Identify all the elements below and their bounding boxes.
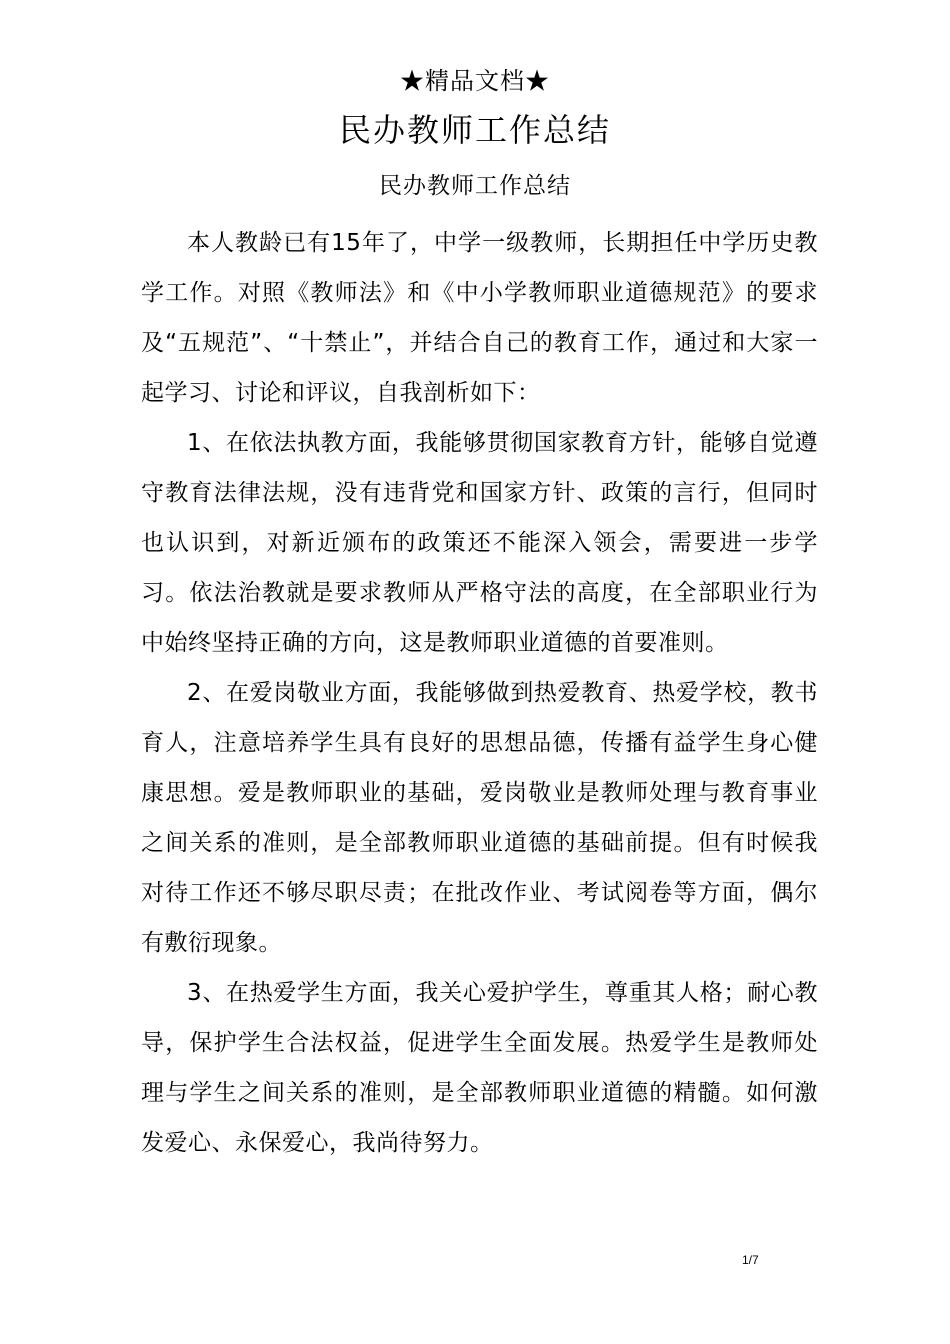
paragraph-2: 2、在爱岗敬业方面，我能够做到热爱教育、热爱学校，教书育人，注意培养学生具有良好的思想品德，传播有益学生身心健康思想。爱是教师职业的基础，爱岗敬业是教师处理与教育事业之间关系的准则，是全部教师职业道德的基础前提。但有时候我对待工作还不够尽职尽责；在批改作业、考试阅卷等方面，偶尔有敷衍现象。 xyxy=(141,680,818,956)
paragraph-1: 1、在依法执教方面，我能够贯彻国家教育方针，能够自觉遵守教育法律法规，没有违背党和国家方针、政策的言行，但同时也认识到，对新近颁布的政策还不能深入领会，需要进一步学习。依法治教就是要求教师从严格守法的高度，在全部职业行为中始终坚持正确的方向，这是教师职业道德的首要准则。 xyxy=(141,430,818,656)
body-text xyxy=(141,218,818,1168)
header-mark: ★精品文档★ xyxy=(400,67,550,95)
page-number: 1/7 xyxy=(742,1253,759,1267)
document-title: 民办教师工作总结 xyxy=(338,111,611,149)
document-subtitle: 民办教师工作总结 xyxy=(379,173,571,199)
paragraph-intro: 本人教龄已有15年了，中学一级教师，长期担任中学历史教学工作。对照《教师法》和《中小学教师职业道德规范》的要求及“五规范”、“十禁止”，并结合自己的教育工作，通过和大家一起学习、讨论和评议，自我剖析如下： xyxy=(141,230,818,406)
paragraph-3: 3、在热爱学生方面，我关心爱护学生，尊重其人格；耐心教导，保护学生合法权益，促进学生全面发展。热爱学生是教师处理与学生之间关系的准则，是全部教师职业道德的精髓。如何激发爱心、永保爱心，我尚待努力。 xyxy=(141,980,818,1156)
